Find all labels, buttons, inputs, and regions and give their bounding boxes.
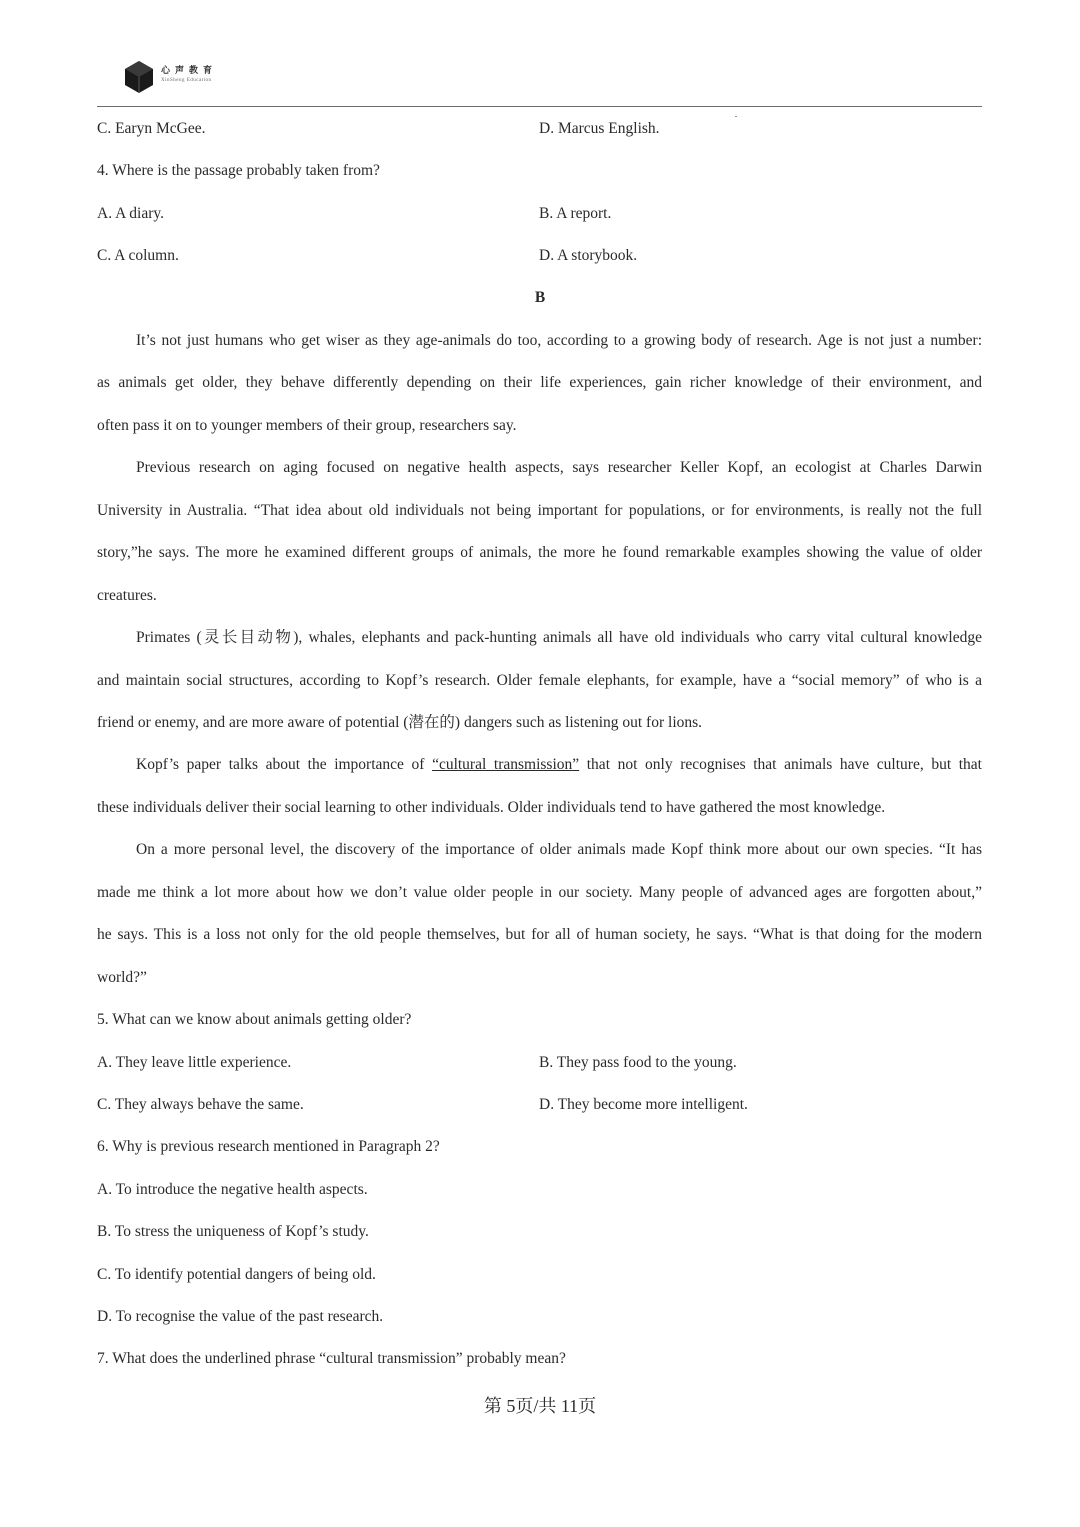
passage-text: that not only recognises that animals have culture, but that <box>579 756 982 773</box>
passage-text: Kopf’s paper talks about the importance of <box>136 756 433 773</box>
passage-line: friend or enemy, and are more aware of potential (潜在的) dangers such as listening out for lions. <box>97 714 703 731</box>
q4-option-d: D. A storybook. <box>539 247 638 264</box>
q3-option-c: C. Earyn McGee. <box>97 120 206 137</box>
brand-name-en: XinSheng Education <box>161 78 212 83</box>
q6-option-b: B. To stress the uniqueness of Kopf’s study. <box>97 1223 369 1240</box>
page-header <box>97 56 982 107</box>
passage-line: Previous research on aging focused on negative health aspects, says researcher Keller Kopf, an ecologist at Charles Darwin <box>136 459 982 476</box>
passage-line: world?” <box>97 969 147 986</box>
passage-line: often pass it on to younger members of their group, researchers say. <box>97 417 517 434</box>
passage-line: story,”he says. The more he examined different groups of animals, the more he found remarkable examples showing the value of older <box>97 544 982 561</box>
stray-mark <box>735 116 737 117</box>
passage-line: It’s not just humans who get wiser as they age-animals do too, according to a growing body of research. Age is not just a number: <box>136 332 982 349</box>
q5-option-c: C. They always behave the same. <box>97 1096 304 1113</box>
underlined-phrase: “cultural transmission” <box>432 756 580 773</box>
q6-option-c: C. To identify potential dangers of being old. <box>97 1266 376 1283</box>
passage-line: and maintain social structures, according to Kopf’s research. Older female elephants, for example, have a “social memory” of who is a <box>97 672 982 689</box>
brand-name-cn: 心声教育 <box>161 65 218 75</box>
passage-line: made me think a lot more about how we don’t value older people in our society. Many people of advanced ages are forgotten about,” <box>97 884 982 901</box>
q5-option-b: B. They pass food to the young. <box>539 1054 737 1071</box>
q5-option-d: D. They become more intelligent. <box>539 1096 748 1113</box>
q4-option-a: A. A diary. <box>97 205 165 222</box>
q4-question: 4. Where is the passage probably taken from? <box>97 162 380 179</box>
passage-line: University in Australia. “That idea about old individuals not being important for populations, or for environments, is really not the full <box>97 502 982 519</box>
passage-line <box>136 755 982 775</box>
page-number: 第 5页/共 11页 <box>483 1396 597 1416</box>
q6-option-a: A. To introduce the negative health aspects. <box>97 1181 368 1198</box>
q6-question: 6. Why is previous research mentioned in Paragraph 2? <box>97 1138 440 1155</box>
q4-option-c: C. A column. <box>97 247 179 264</box>
passage-line: he says. This is a loss not only for the old people themselves, but for all of human society, he says. “What is that doing for the modern <box>97 926 982 943</box>
q4-option-b: B. A report. <box>539 205 612 222</box>
q7-question: 7. What does the underlined phrase “cultural transmission” probably mean? <box>97 1350 566 1367</box>
q6-option-d: D. To recognise the value of the past research. <box>97 1308 384 1325</box>
passage-line: Primates (灵长目动物), whales, elephants and pack-hunting animals all have old individuals who carry vital cultural knowledge <box>136 629 982 646</box>
passage-line: On a more personal level, the discovery of the importance of older animals made Kopf think more about our own species. “It has <box>136 841 982 858</box>
passage-line: as animals get older, they behave differently depending on their life experiences, gain richer knowledge of their environment, and <box>97 374 982 391</box>
hexagon-logo-icon <box>123 60 155 94</box>
q3-option-d: D. Marcus English. <box>539 120 660 137</box>
section-title: B <box>534 289 546 306</box>
passage-line: creatures. <box>97 587 157 604</box>
q5-question: 5. What can we know about animals getting older? <box>97 1011 412 1028</box>
q5-option-a: A. They leave little experience. <box>97 1054 292 1071</box>
passage-line: these individuals deliver their social learning to other individuals. Older individuals tend to have gathered the most knowledge. <box>97 799 886 816</box>
